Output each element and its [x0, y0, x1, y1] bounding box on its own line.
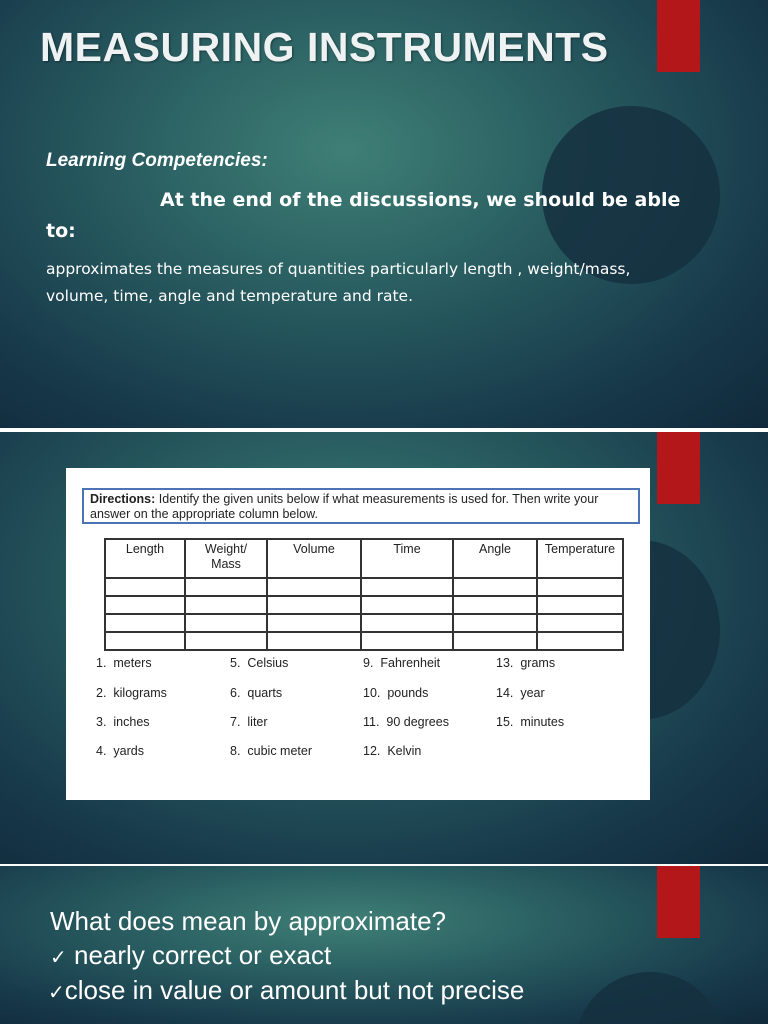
- table-row: [105, 614, 623, 632]
- list-item: 8. cubic meter: [230, 744, 312, 758]
- list-item: 2. kilograms: [96, 686, 167, 700]
- directions-label: Directions:: [90, 492, 156, 506]
- list-item: 12. Kelvin: [363, 744, 422, 758]
- list-item: 4. yards: [96, 744, 144, 758]
- column-header-weight: Weight/ Mass: [204, 542, 248, 571]
- competencies-heading: Learning Competencies:: [46, 150, 268, 171]
- intro-text: At the end of the discussions, we should be able to:: [46, 189, 681, 242]
- column-header: Temperature: [537, 539, 623, 578]
- checkmark-icon: ✓: [48, 980, 65, 1004]
- table-row: [105, 578, 623, 596]
- checkmark-icon: ✓: [50, 945, 67, 969]
- column-header: Volume: [267, 539, 361, 578]
- column-header: Length: [105, 539, 185, 578]
- competency-text: approximates the measures of quantities particularly length , weight/mass, volume, time, angle and temperature and rate.: [46, 260, 631, 305]
- page-title: MEASURING INSTRUMENTS: [40, 24, 609, 70]
- answer-table: [104, 538, 624, 651]
- table-row: [105, 632, 623, 650]
- list-item: 5. Celsius: [230, 656, 289, 670]
- accent-bar: [657, 0, 700, 72]
- accent-bar: [657, 866, 700, 938]
- bullet-item: [50, 940, 331, 971]
- list-item: 7. liter: [230, 715, 268, 729]
- list-item: 6. quarts: [230, 686, 283, 700]
- list-item: 13. grams: [496, 656, 556, 670]
- column-header: Angle: [453, 539, 537, 578]
- column-header: Time: [361, 539, 453, 578]
- decorative-circle: [575, 972, 725, 1024]
- question-text: What does mean by approximate?: [50, 906, 446, 936]
- list-item: 3. inches: [96, 715, 150, 729]
- directions-box: [82, 488, 640, 524]
- worksheet-image: [66, 468, 650, 800]
- table-row: [105, 596, 623, 614]
- slide-1: [0, 0, 768, 428]
- bullet-text: nearly correct or exact: [74, 940, 332, 970]
- column-header: [185, 539, 267, 578]
- bullet-item: [48, 975, 524, 1006]
- list-item: 11. 90 degrees: [363, 715, 449, 729]
- directions-text: Identify the given units below if what measurements is used for. Then write your answer on the appropriate column below.: [90, 492, 599, 521]
- list-item: 15. minutes: [496, 715, 565, 729]
- list-item: 10. pounds: [363, 686, 429, 700]
- list-item: 9. Fahrenheit: [363, 656, 441, 670]
- accent-bar: [657, 432, 700, 504]
- list-item: 14. year: [496, 686, 545, 700]
- list-item: 1. meters: [96, 656, 152, 670]
- bullet-text: close in value or amount but not precise: [64, 975, 525, 1005]
